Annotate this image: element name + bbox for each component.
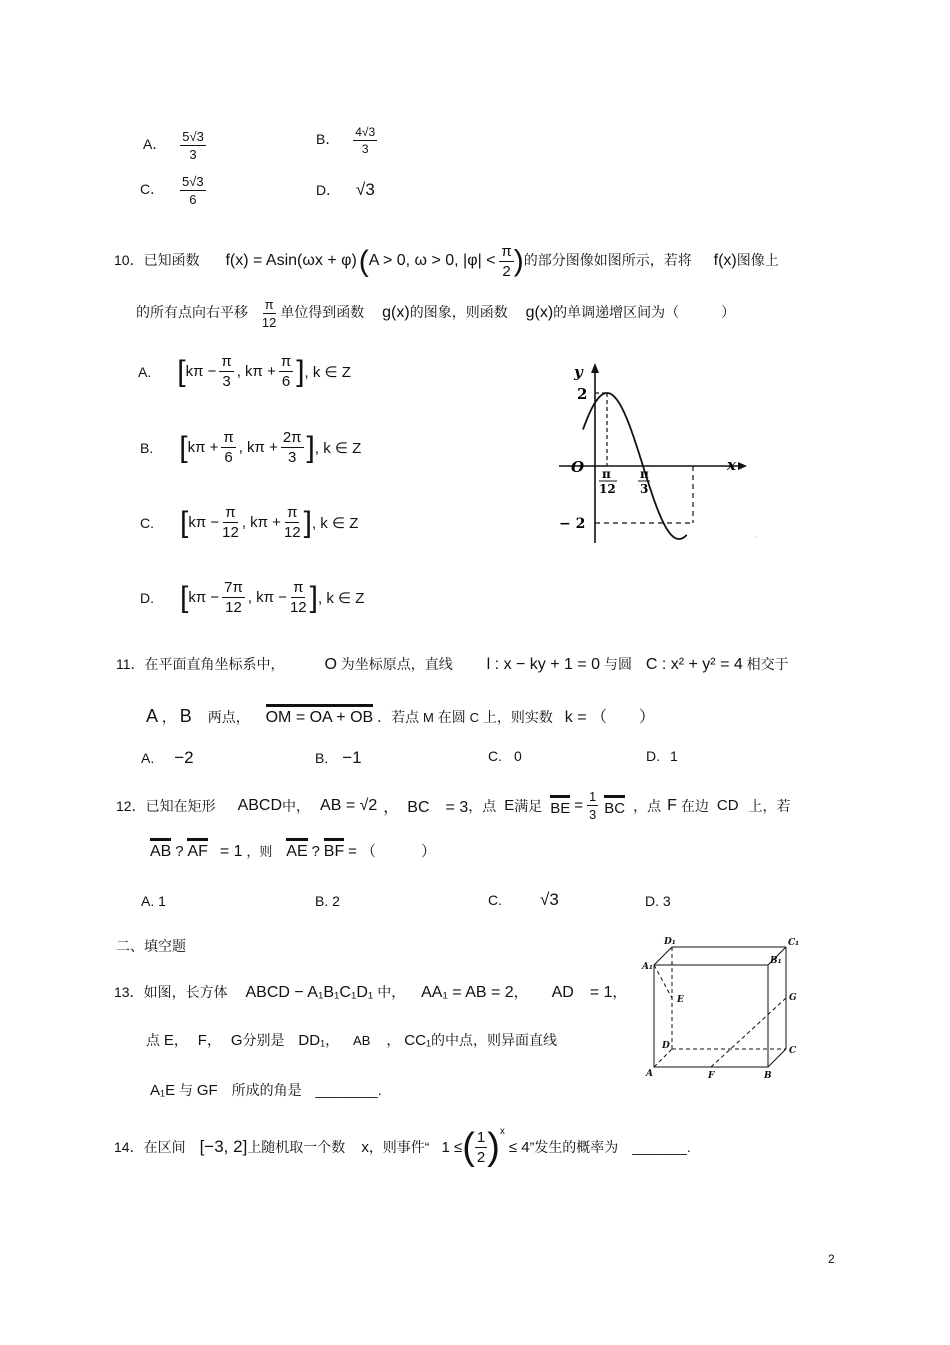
graph-origin-label: O [571, 458, 585, 476]
q13-comma-f: ， [206, 1032, 221, 1048]
q10-shift-12: 12 [261, 315, 277, 330]
q10-d-part1: kπ − [188, 589, 220, 606]
q12-one-third [587, 790, 598, 821]
x-axis-arrow [738, 462, 747, 470]
graph-y-min-label: − 2 [559, 516, 586, 532]
q10-b-f1d: 6 [224, 449, 233, 466]
q10-left-paren: ( [358, 244, 369, 278]
q10-number: 10．已知函数 [114, 252, 200, 269]
q12-rectangle: ABCD [237, 796, 283, 814]
q12-point-text: ，点 [468, 797, 497, 814]
q12-answer-blank: = （ ） [348, 843, 437, 860]
q14-right-paren: ) [487, 1126, 500, 1168]
q10-b-lbracket: [ [179, 430, 188, 464]
edge-bc [768, 1049, 786, 1067]
q14-probability-text: ”发生的概率为 [529, 1139, 619, 1155]
label-d: D [662, 1041, 670, 1051]
q10-d-f2d: 12 [289, 599, 307, 616]
q10-c-f1n: π [225, 504, 236, 521]
q13-point-g: G [230, 1032, 243, 1049]
q12-vector-bc: BC [604, 795, 625, 817]
q10-two: 2 [502, 263, 511, 280]
q10-shift-text: 的所有点向右平移 [136, 304, 248, 321]
q10-a-part1: kπ − [185, 363, 217, 380]
q10-a-lbracket: [ [177, 354, 186, 388]
q10-d-f1n: 7π [224, 579, 243, 596]
q11-point-text: ．若点 [377, 709, 420, 725]
q14-variable-x: x [361, 1138, 369, 1156]
q12-point-e: E [504, 797, 515, 814]
q10-stem-line2 [136, 298, 735, 329]
label-b1: B₁ [770, 956, 782, 966]
q11-a-label: A. [141, 750, 155, 766]
q9-option-a-fraction [180, 130, 206, 161]
q11-d-label: D. [646, 748, 660, 764]
q12-frac-d: 3 [589, 807, 597, 822]
q13-midpoint-text: 的中点，则异面直线 [431, 1032, 558, 1048]
q12-c-label: C. [488, 892, 502, 908]
q10-b-rbracket: ] [306, 430, 315, 464]
q12-in: 中， [282, 797, 311, 814]
q14-event-text: ，则事件“ [368, 1139, 430, 1155]
q13-angle-text: 所成的角是 [231, 1082, 302, 1098]
graph-tick1-num: π [602, 467, 611, 481]
q13-point-text: 点 [146, 1032, 160, 1048]
q13-comma: ， [513, 984, 528, 1000]
graph-y-label: y [574, 363, 583, 381]
q10-c-frac2 [284, 505, 301, 540]
q14-answer-blank: _______. [632, 1139, 691, 1155]
q10-pi-over-2 [499, 244, 513, 279]
q10-question-end: 的单调递增区间为（ ） [553, 304, 736, 321]
q11-vector-equation: OM = OA + OB [266, 704, 374, 726]
q13-aa1: AA₁ = AB = 2 [421, 984, 514, 1001]
q10-a-part3: , k ∈ Z [304, 363, 351, 381]
graph-x-label: x [727, 456, 736, 474]
q10-d-lbracket: [ [180, 580, 189, 614]
q10-a-f1n: π [221, 353, 232, 370]
label-c1: C₁ [788, 938, 800, 948]
q9-option-d [316, 180, 375, 200]
q11-on-circle: 在圆 [437, 709, 466, 725]
q14-lower-bound: 1 ≤ [441, 1138, 463, 1156]
segment-fg [711, 998, 786, 1067]
q10-c-label: C. [140, 514, 154, 531]
q10-a-f2n: π [280, 353, 292, 370]
q10-c-part3: , k ∈ Z [311, 514, 359, 532]
q12-vector-bf: BF [324, 838, 344, 860]
q10-stem-end: 图像上 [736, 252, 779, 269]
q10-a-rbracket: ] [296, 354, 305, 388]
q12-stem-line2 [150, 840, 436, 861]
q12-stem-line1 [116, 790, 791, 821]
q13-answer-blank: ________. [315, 1082, 382, 1098]
q11-circle-equation: C : x² + y² = 4 [645, 656, 743, 673]
q11-two-points: 两点， [207, 709, 250, 725]
q10-sine-graph [555, 358, 765, 548]
q10-c-f2d: 12 [283, 524, 301, 541]
front-face [654, 965, 768, 1067]
label-e: E [677, 995, 684, 1005]
q12-number: 12．已知在矩形 [116, 797, 216, 814]
q13-cc1: CC₁ [404, 1032, 432, 1049]
q13-stem-line3 [150, 1080, 382, 1100]
label-f: F [708, 1071, 715, 1081]
q10-option-b [140, 430, 361, 465]
q14-random-text: 上随机取一个数 [247, 1139, 346, 1155]
q11-b-value: −1 [342, 748, 362, 767]
label-d1: D₁ [664, 937, 676, 947]
q11-c-value: 0 [514, 748, 522, 764]
q12-vector-af: AF [187, 838, 207, 860]
label-a: A [646, 1069, 653, 1079]
q9-option-b-label: B． [316, 131, 340, 148]
label-b: B [764, 1071, 772, 1081]
q10-c-f1d: 12 [222, 524, 239, 541]
q11-option-b [315, 748, 362, 768]
q10-option-d [140, 580, 364, 615]
q9-option-b [316, 126, 377, 155]
q10-right-paren: ) [513, 244, 524, 278]
graph-mark: · [755, 533, 758, 542]
q10-a-f2d: 6 [281, 373, 291, 390]
q10-image-text: 的图象，则函数 [409, 304, 508, 321]
label-a1: A₁ [642, 962, 653, 972]
graph-tick1-den: 12 [599, 482, 616, 496]
q10-a-f1d: 3 [222, 373, 231, 390]
q14-exponent: x [499, 1126, 505, 1137]
q10-c-f2n: π [287, 504, 298, 521]
q11-stem-line2 [146, 704, 655, 727]
q10-function: f(x) = Asin(ωx + φ) [225, 252, 357, 270]
q10-b-part3: , k ∈ Z [314, 439, 362, 457]
graph-tick2-num: π [640, 467, 649, 481]
q10-c-rbracket: ] [303, 505, 312, 539]
q12-dot-result: = 1 [219, 843, 243, 860]
q11-with-text: 与圆 [603, 656, 632, 672]
q10-conditions: A > 0, ω > 0, |φ| < [368, 252, 496, 270]
q9-option-d-label: D． [316, 182, 341, 198]
q10-a-frac1 [219, 354, 233, 389]
q10-shift-pi: π [264, 297, 274, 312]
q11-option-d [646, 748, 678, 764]
q10-c-lbracket: [ [180, 505, 189, 539]
q12-ab-length: AB = √2 [320, 796, 378, 814]
q12-option-d: D. 3 [645, 893, 671, 909]
q9-option-c-fraction [180, 175, 206, 206]
q10-c-frac1 [222, 505, 239, 540]
label-c: C [789, 1046, 797, 1056]
q13-ab: AB [353, 1033, 371, 1048]
q12-option-a: A. 1 [141, 893, 166, 909]
q9-c-num: 5√3 [182, 174, 204, 189]
q10-d-frac2 [290, 580, 307, 615]
q9-b-num: 4√3 [355, 125, 376, 139]
q10-pi: π [501, 243, 512, 260]
q11-comma: ， [161, 709, 176, 725]
q9-a-num: 5√3 [182, 129, 204, 144]
label-g: G [789, 993, 797, 1003]
q12-vector-ab: AB [150, 838, 171, 860]
q11-origin: O [324, 656, 337, 673]
q10-a-frac2 [279, 354, 293, 389]
q9-a-den: 3 [189, 147, 197, 162]
edge-ad-hidden [654, 1049, 672, 1067]
q10-pi-over-12 [262, 298, 276, 329]
q12-satisfy: 满足 [514, 797, 543, 814]
y-axis-arrow [591, 363, 599, 373]
q12-side-cd: CD [716, 797, 739, 814]
q12-on-side: 在边 [680, 797, 709, 814]
q13-comma-2: ， [612, 984, 627, 1000]
graph-tick2-den: 3 [640, 482, 649, 496]
q10-b-part1: kπ + [187, 439, 219, 456]
q10-option-a [138, 354, 351, 389]
q9-c-den: 6 [189, 192, 197, 207]
q13-in: 中， [377, 984, 406, 1000]
q10-unit-text: 单位得到函数 [280, 304, 365, 321]
q10-d-f1d: 12 [225, 599, 242, 616]
q11-intersect-text: 相交于 [746, 656, 789, 672]
q10-b-frac1 [221, 430, 235, 465]
q10-d-frac1 [222, 580, 245, 615]
q10-d-label: D. [140, 589, 154, 606]
q12-if: 上，若 [748, 797, 791, 814]
q13-ad: AD = 1 [551, 984, 613, 1001]
q11-line-equation: l : x − ky + 1 = 0 [486, 656, 601, 673]
q12-vector-be: BE [550, 795, 570, 817]
q14-stem [114, 1128, 691, 1166]
q12-point-text-2: ，点 [633, 797, 662, 814]
q10-stem-text: 的部分图像如图所示，若将 [523, 252, 692, 269]
q10-d-part2: , kπ − [247, 589, 287, 606]
q13-comma-dd1: ， [325, 1032, 340, 1048]
q11-number: 11．在平面直角坐标系中， [116, 656, 285, 672]
q9-option-d-value: √3 [356, 180, 375, 199]
q11-d-value: 1 [670, 748, 678, 764]
q11-point-b: B [179, 706, 192, 726]
q12-option-b: B. 2 [315, 893, 340, 909]
q14-interval: [−3, 2] [199, 1137, 248, 1156]
q14-left-paren: ( [462, 1126, 475, 1168]
q10-b-f2d: 3 [288, 449, 297, 466]
q10-d-part3: , k ∈ Z [317, 589, 365, 607]
q14-half [475, 1130, 487, 1165]
section-fill-in-title: 二、填空题 [116, 938, 186, 954]
q14-frac-d: 2 [476, 1148, 486, 1166]
q12-bc-length: ， BC = 3 [383, 799, 469, 816]
q11-c-label: C. [488, 748, 502, 764]
q11-b-label: B. [315, 750, 329, 766]
q10-b-part2: , kπ + [238, 439, 278, 456]
q9-option-c [140, 175, 206, 206]
q10-b-label: B. [140, 439, 154, 456]
q11-point-a: A [146, 706, 159, 726]
q14-frac-n: 1 [476, 1128, 486, 1146]
q9-option-c-label: C． [140, 181, 165, 198]
q13-point-e: E [163, 1032, 174, 1049]
q11-a-value: −2 [174, 748, 194, 767]
q10-c-part1: kπ − [188, 514, 220, 531]
q13-point-f: F [197, 1032, 207, 1049]
q10-gx: g(x) [382, 304, 410, 322]
q13-dd1: DD₁ [298, 1032, 326, 1049]
q11-point-m: M [422, 710, 434, 725]
q13-respectively: 分别是 [242, 1032, 285, 1048]
q14-number: 14．在区间 [114, 1139, 186, 1155]
q11-stem-line1 [116, 654, 789, 674]
q14-upper-bound: ≤ 4 [508, 1138, 530, 1156]
q10-a-label: A. [138, 363, 152, 380]
page-number: 2 [828, 1252, 835, 1266]
q13-cuboid-figure [640, 935, 810, 1085]
q12-equals: = [574, 797, 584, 814]
q12-point-f: F [667, 796, 677, 814]
q13-number: 13．如图，长方体 [114, 984, 228, 1000]
q11-origin-text: 为坐标原点，直线 [340, 656, 453, 672]
q11-real-number: 上，则实数 [482, 709, 553, 725]
q10-stem-line1 [114, 244, 779, 279]
q13-a1e: A₁E [150, 1082, 176, 1099]
graph-y-max-label: 2 [577, 385, 588, 403]
q10-gx-2: g(x) [525, 304, 554, 322]
edge-a1d1 [654, 947, 672, 965]
q10-b-f2n: 2π [282, 429, 302, 446]
q9-option-a [143, 130, 206, 161]
q10-b-frac2 [281, 430, 304, 465]
q12-frac-n: 1 [589, 789, 597, 804]
q12-then: ，则 [246, 844, 273, 859]
q10-fx: f(x) [713, 252, 737, 270]
q11-k-answer: k = （ ） [564, 709, 656, 726]
q10-c-part2: , kπ + [241, 514, 281, 531]
q11-option-c [488, 748, 522, 764]
q10-a-part2: , kπ + [236, 363, 276, 380]
q13-gf: GF [196, 1082, 218, 1099]
q10-d-rbracket: ] [309, 580, 318, 614]
segment-a1e [654, 965, 672, 998]
q11-option-a [141, 748, 194, 768]
q13-and: 与 [178, 1082, 193, 1098]
q13-comma-ab: ， [386, 1032, 401, 1048]
q9-option-b-fraction [353, 126, 377, 155]
q12-c-value: √3 [540, 890, 559, 909]
q12-dot-1: ? [175, 843, 184, 860]
q13-stem-line1 [114, 979, 627, 1002]
q10-b-f1n: π [223, 429, 234, 446]
q12-option-c [488, 890, 559, 910]
q10-option-c [140, 505, 358, 540]
q10-d-f2n: π [293, 579, 304, 596]
q12-dot-2: ? [311, 843, 320, 860]
q11-circle-c: C [469, 710, 479, 725]
q13-stem-line2 [146, 1030, 557, 1050]
q9-b-den: 3 [361, 142, 369, 156]
q12-vector-ae: AE [286, 838, 307, 860]
q13-comma-e: ， [173, 1032, 188, 1048]
q13-solid: ABCD − A₁B₁C₁D₁ [245, 984, 374, 1001]
q9-option-a-label: A． [143, 136, 167, 153]
